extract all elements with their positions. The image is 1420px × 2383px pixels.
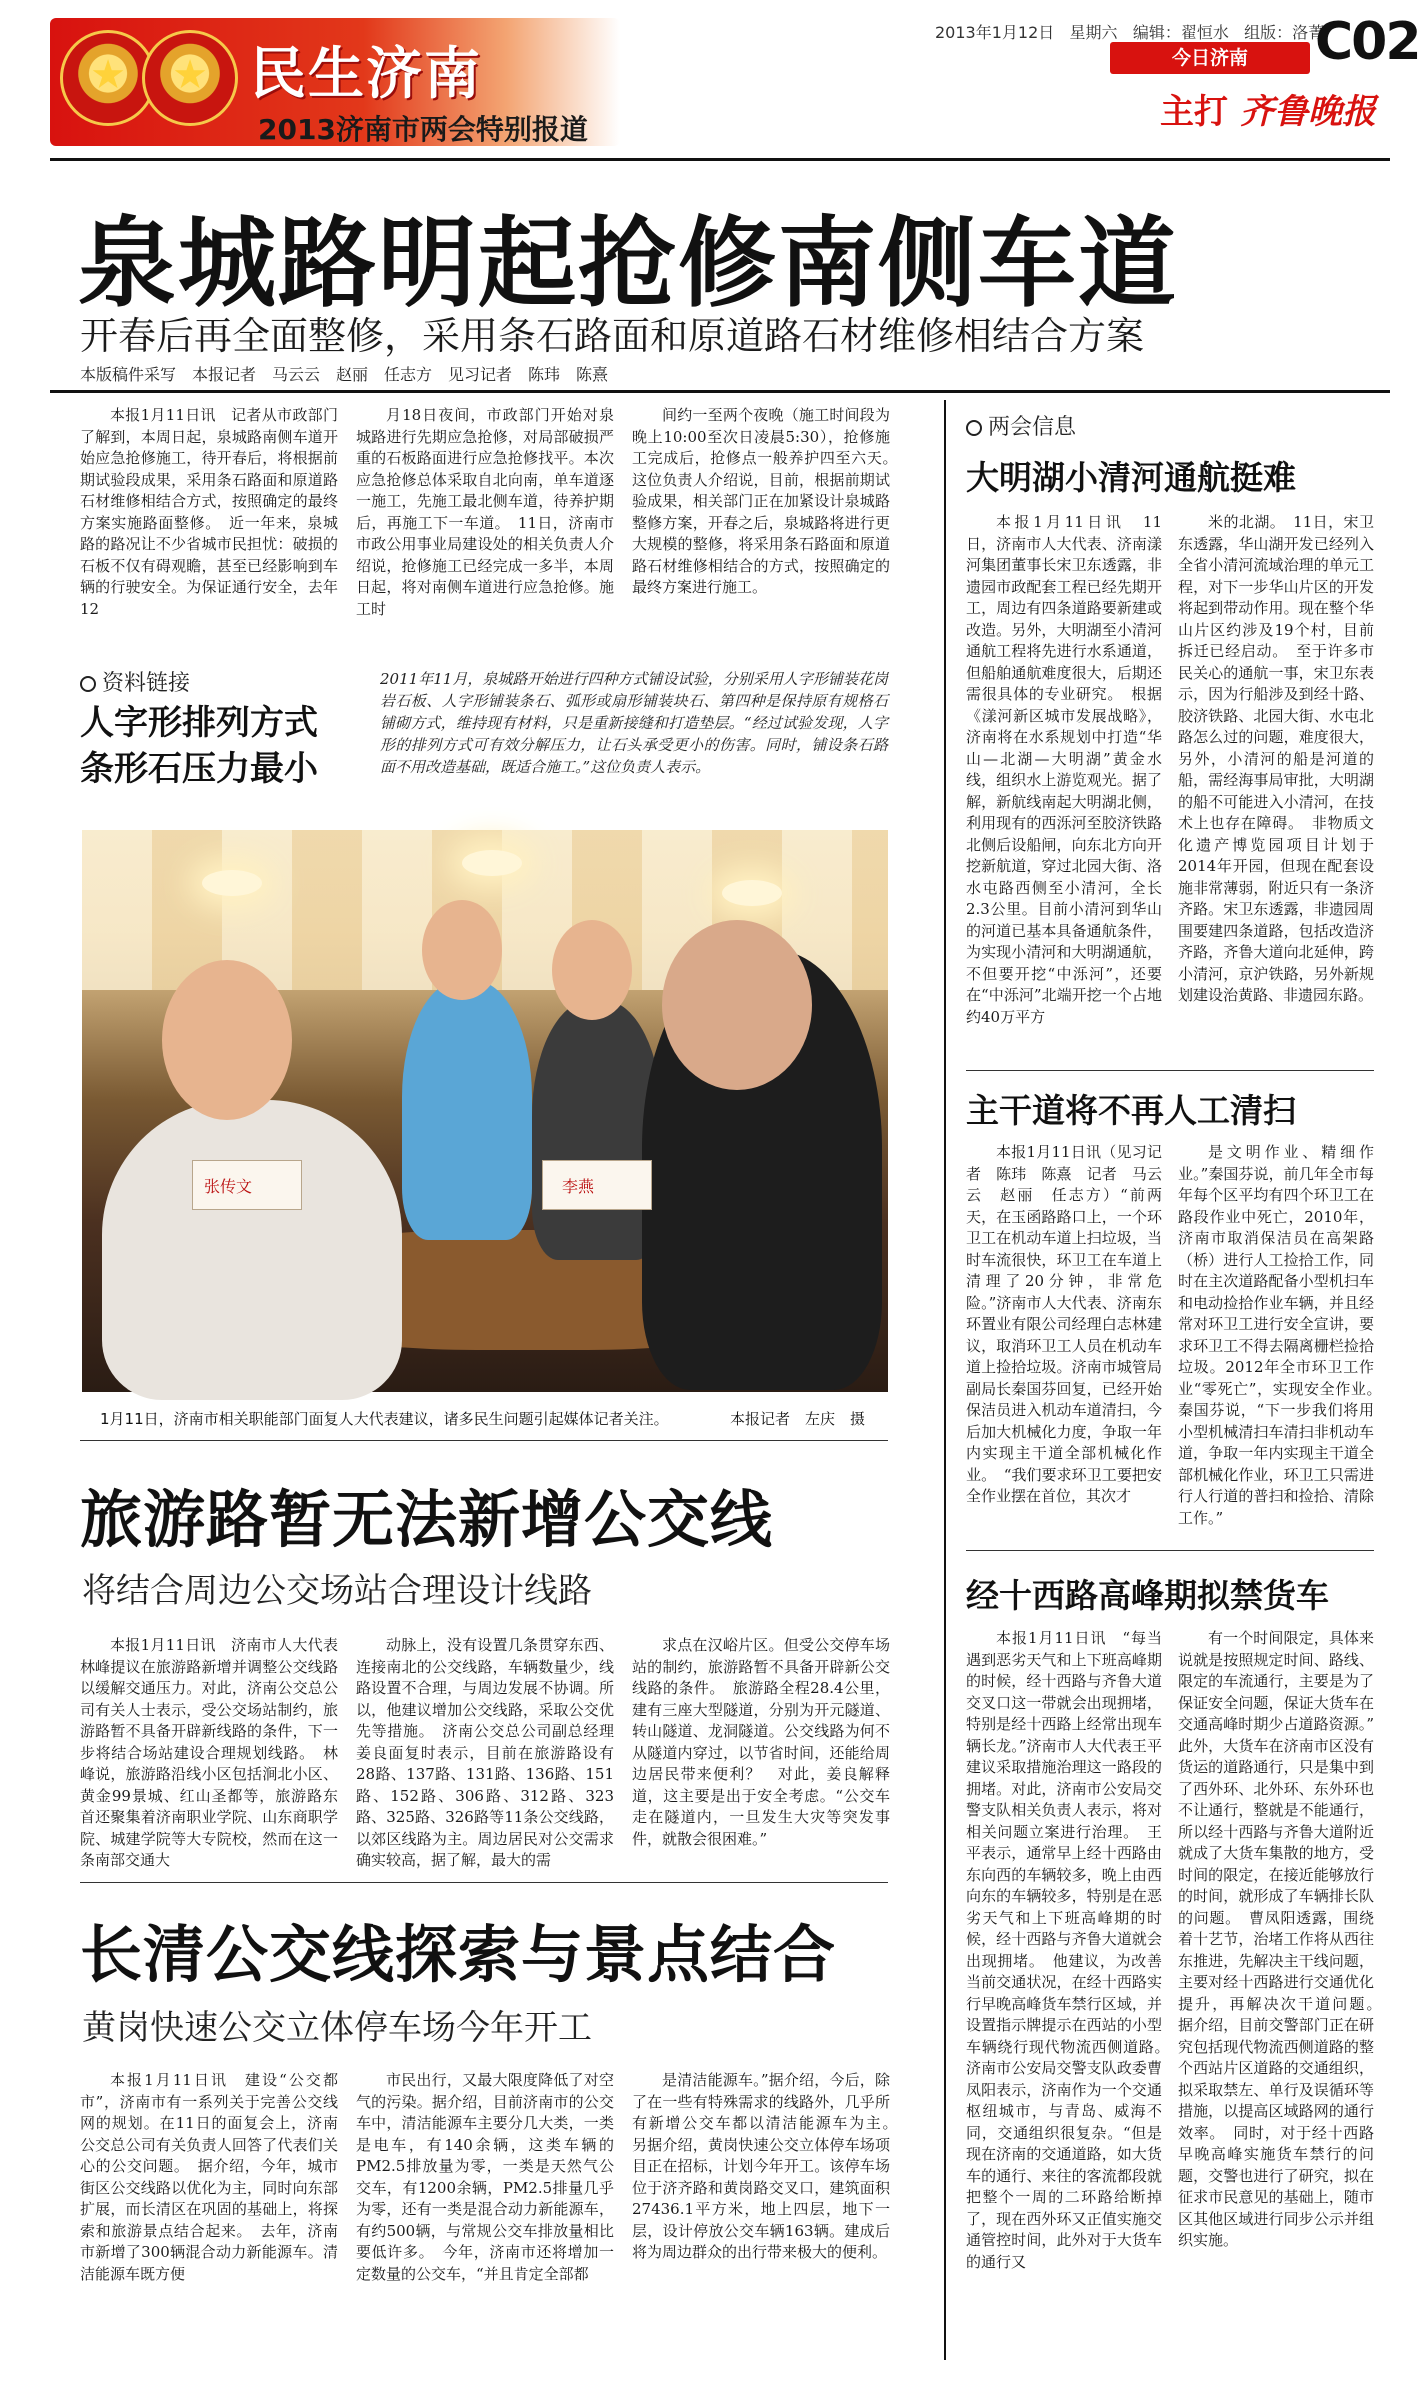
issue-weekday: 星期六 xyxy=(1069,23,1118,42)
circle-bullet-icon xyxy=(80,676,96,692)
issue-date: 2013年1月12日 xyxy=(935,23,1055,42)
section-rule xyxy=(80,1440,888,1441)
tourism-col1: 本报1月11日讯 济南市人大代表林峰提议在旅游路新增并调整公交线路以缓解交通压力。对此，济南公交总公司有关人士表示，受公交场站制约，旅游路暂不具备开辟新线路的条件，下一步将结合场站建设合理规划线路。 林峰说，旅游路沿线小区包括涧北小区、黄金99景城、红山圣都等，旅游路东首还聚集着济南职业学院、山东商职学院、城建学院等大专院校，然而在这一条南部交通大 xyxy=(80,1636,338,1869)
changqing-col2: 市民出行，又最大限度降低了对空气的污染。据介绍，目前济南市的公交车中，清洁能源车主要分几大类，一类是电车，有140余辆，这类车辆的PM2.5排放量为零，一类是天然气公交车，有1200余辆，PM2.5排量几乎为零，还有一类是混合动力新能源车，有约500辆，与常规公交车排放量相比要低许多。 今年，济南市还将增加一定数量的公交车，“并且肯定全部都 xyxy=(356,2071,614,2283)
section-rule xyxy=(966,1550,1374,1551)
photo-head xyxy=(552,920,632,1020)
lead-headline: 泉城路明起抢修南侧车道 xyxy=(78,207,1179,321)
page-header xyxy=(0,0,1420,160)
jingshi-road-col2: 有一个时间限定，具体来说就是按照规定时间、路线、限定的车流通行，主要是为了保证安全问题，保证大货车在交通高峰时期少占道路资源。” 此外，大货车在济南市区没有货运的道路通行，只是集中到了西外环、北外环、东外环也不让通行，整就是不能通行，所以经十西路与齐鲁大道附近就成了大货车集散的地方，受时间的限定，在接近能够放行的时间，就形成了车辆排长队的问题。 曹凤阳透露，围绕着十艺节，治堵工作将从西往东推进，先解决主干线问题，主要对经十西路进行交通优化提升，再解决次干道问题。 据介绍，目前交警部门正在研究包括现代物流西侧道路的整个西站片区道路的交通组织，拟采取禁左、单行及误循环等措施，以提高区域路网的通行效率。 同时，对于经十西路早晚高峰实施货车禁行的问题，交警也进行了研究，拟在征求市民意见的基础上，随市区其他区域进行同步公示并组织实施。 xyxy=(1178,1629,1390,2249)
photo-lamp xyxy=(202,870,262,896)
lead-col1: 本报1月11日讯 记者从市政部门了解到，本周日起，泉城路南侧车道开始应急抢修施工，待开春后，将根据前期试验段成果，采用条石路面和原道路石材维修相结合方式，按照确定的最终方案实施路面整修。 近一年来，泉城路的路况让不少省城市民担忧：破损的石板不仅有碍观瞻，甚至已经影响到车辆的行驶安全。为保证通行安全，去年12 xyxy=(80,406,338,618)
street-cleaning-col1: 本报1月11日讯（见习记者 陈玮 陈熹 记者 马云云 赵丽 任志方）“前两天，在玉函路路口上，一个环卫工在机动车道上扫垃圾，当时车流很快，环卫工在车道上清理了20分钟，非常危险。”济南市人大代表、济南东环置业有限公司经理白志林建议，取消环卫工人员在机动车道上捡拾垃圾。济南市城管局副局长秦国芬回复，已经开始保洁员进入机动车道清扫，今后加大机械化力度，争取一年内实现主干道全部机械化作业。 “我们要求环卫工要把安全作业摆在首位，其次才 xyxy=(966,1143,1162,1505)
photo-name-card-text: 张传文 xyxy=(204,1177,253,1196)
photo-head xyxy=(162,960,292,1120)
photo-name-card xyxy=(542,1160,652,1210)
photo-name-card-text: 李燕 xyxy=(562,1177,595,1196)
data-link-note: 2011年11月，泉城路开始进行四种方式铺设试验，分别采用人字形铺装花岗岩石板、人字形铺装条石、弧形或扇形铺装块石、第四种是保持原有规格石铺砌方式，维持现有材料，只是重新接缝和打造垫层。“经过试验发现，人字形的排列方式可有效分解压力，让石头承受更小的伤害。同时，铺设条石路面不用改造基础，既适合施工。”这位负责人表示。 xyxy=(380,670,888,776)
zhuda-label: 主打 xyxy=(1160,92,1228,132)
cppcc-emblem-icon: ★ xyxy=(142,30,238,126)
section-rule xyxy=(80,1882,888,1883)
lead-byline: 本版稿件采写 本报记者 马云云 赵丽 任志方 见习记者 陈玮 陈熹 xyxy=(80,365,609,384)
data-link-title-line2: 条形石压力最小 xyxy=(80,749,318,789)
issue-meta xyxy=(935,20,1324,43)
tab-today-jinan: 今日济南 xyxy=(1110,42,1310,74)
photo-credit: 本报记者 左庆 摄 xyxy=(730,1410,866,1428)
street-cleaning-col2: 是文明作业、精细作业。”秦国芬说，前几年全市每年每个区平均有四个环卫工在路段作业中死亡，2010年，济南市取消保洁员在高架路（桥）进行人工捡拾工作，同时在主次道路配备小型机扫车和电动捡拾作业车辆，并且经常对环卫工进行安全宣讲，要求环卫工不得去隔离栅栏捡拾垃圾。2012年全市环卫工作业“零死亡”，实现安全作业。 秦国芬说，“下一步我们将用小型机械清扫车清扫非机动车道，争取一年内实现主干道全部机械化作业，环卫工只需进行人行道的普扫和捡拾、清除工作。” xyxy=(1178,1143,1390,1527)
changqing-headline: 长清公交线探索与景点结合 xyxy=(80,1918,837,1991)
photo-delegate-left xyxy=(102,1100,402,1400)
lead-rule xyxy=(50,390,1390,393)
data-link-title-line1: 人字形排列方式 xyxy=(80,703,318,743)
jingshi-road-headline: 经十西路高峰期拟禁货车 xyxy=(966,1576,1329,1615)
tourism-col2: 动脉上，没有设置几条贯穿东西、连接南北的公交线路，车辆数量少，线路设置不合理，与周边发展不协调。所以，他建议增加公交线路，采取公交优先等措施。 济南公交总公司副总经理姜良面复时表示，目前在旅游路设有28路、137路、131路、136路、151路、152路、306路、312路、323路、325路、326路等11条公交线路，以郊区线路为主。周边居民对公交需求确实较高，据了解，最大的需 xyxy=(356,1636,614,1869)
tourism-col3: 求点在汉峪片区。但受公交停车场站的制约，旅游路暂不具备开辟新公交线路的条件。 旅游路全程28.4公里，建有三座大型隧道，分别为开元隧道、转山隧道、龙洞隧道。公交线路为何不从隧道内穿过，以节省时间，还能给周边居民带来便利？ 对此，姜良解释道，这主要是出于安全考虑。“公交车走在隧道内，一旦发生大灾等突发事件，就散会很困难。” xyxy=(632,1636,890,1848)
photo-reporter-blue xyxy=(402,980,532,1240)
lead-col2: 月18日夜间，市政部门开始对泉城路进行先期应急抢修，对局部破损严重的石板路面进行应急抢修找平。本次应急抢修总体采取自北向南，单车道逐一施工，先施工最北侧车道，待养护期后，再施工下一车道。 11日，济南市市政公用事业局建设处的相关负责人介绍说，抢修施工已经完成一多半，本周日起，将对南侧车道进行应急抢修。施工时 xyxy=(356,406,614,618)
daming-lake-col2: 米的北湖。 11日，宋卫东透露，华山湖开发已经列入全省小清河流域治理的单元工程，对下一步华山片区的开发将起到带动作用。现在整个华山片区约涉及19个村，目前拆迁已经启动。 至于许多市民关心的通航一事，宋卫东表示，因为行船涉及到经十路、胶济铁路、北园大街、水屯北路怎么过的问题，难度很大，另外，小清河的船是河道的船，需经海事局审批，大明湖的船不可能进入小清河，在技术上也存在障碍。 非物质文化遗产博览园项目计划于2014年开园，但现在配套设施非常薄弱，附近只有一条济齐路。宋卫东透露，非遗园周围要建四条道路，包括改造济齐路，齐鲁大道向北延伸，跨小清河，京沪铁路，另外新规划建设治黄路、非遗园东路。 xyxy=(1178,513,1374,1004)
jingshi-road-col1: 本报1月11日讯 “每当遇到恶劣天气和上下班高峰期的时候，经十西路与齐鲁大道交叉口这一带就会出现拥堵，特别是经十西路上经常出现车辆长龙。”济南市人大代表王平建议采取措施治理这一路段的拥堵。对此，济南市公安局交警支队相关负责人表示，将对相关问题立案进行治理。 王平表示，通常早上经十西路由东向西的车辆较多，晚上由西向东的车辆较多，特别是在恶劣天气和上下班高峰期的时候，经十西路与齐鲁大道就会出现拥堵。 他建议，为改善当前交通状况，在经十西路实行早晚高峰货车禁行区域，并设置指示牌提示在西站的小型车辆绕行现代物流西侧道路。 济南市公安局交警支队政委曹凤阳表示，济南作为一个交通枢纽城市，与青岛、威海不同，交通组织很复杂。“但是现在济南的交通道路，如大货车的通行、来往的客流都段就把整个一周的二环路给断掉了，现在西外环又正值实施交通管控时间，此外对于大货车的通行又 xyxy=(966,1629,1178,2271)
lead-subheadline: 开春后再全面整修，采用条石路面和原道路石材维修相结合方案 xyxy=(80,314,1145,358)
changqing-subheadline: 黄岗快速公交立体停车场今年开工 xyxy=(82,2008,592,2048)
street-cleaning-headline: 主干道将不再人工清扫 xyxy=(966,1091,1296,1130)
lead-col3: 间约一至两个夜晚（施工时间段为晚上10:00至次日凌晨5:30），抢修施工完成后，抢修点一般养护四至六天。 这位负责人介绍说，目前，根据前期试验成果，相关部门正在加紧设计泉城路整修方案，开春之后，泉城路将进行更大规模的整修，将采用条石路面和原道路石材维修相结合的方式，按照确定的最终方案进行施工。 xyxy=(632,406,906,596)
photo-lamp xyxy=(722,880,782,906)
section-subtitle: 2013济南市两会特别报道 xyxy=(258,113,588,146)
changqing-col3: 是清洁能源车。”据介绍，今后，除了在一些有特殊需求的线路外，几乎所有新增公交车都以清洁能源车为主。 另据介绍，黄岗快速公交立体停车场项目正在招标，计划今年开工。该停车场位于济齐路和黄岗路交叉口，建筑面积27436.1平方米，地上四层，地下一层，设计停放公交车辆163辆。建成后将为周边群众的出行带来极大的便利。 xyxy=(632,2071,906,2261)
news-photo xyxy=(82,830,888,1392)
page-code: C02 xyxy=(1315,12,1420,72)
photo-head xyxy=(422,900,502,1000)
tourism-headline: 旅游路暂无法新增公交线 xyxy=(80,1483,774,1556)
national-emblem-icon: ★ xyxy=(60,30,156,126)
editor-credit: 编辑：翟恒水 xyxy=(1132,23,1229,42)
circle-bullet-icon xyxy=(966,420,982,436)
section-name: 民生济南 xyxy=(250,42,482,107)
photo-head xyxy=(662,920,812,1090)
data-link-label: 资料链接 xyxy=(80,666,190,697)
data-link-title xyxy=(80,700,318,792)
section-rule xyxy=(966,1070,1374,1071)
daming-lake-col1: 本报1月11日讯 11日，济南市人大代表、济南漾河集团董事长宋卫东透露，非遗园市政配套工程已经先期开工，周边有四条道路要新建或改造。另外，大明湖至小清河通航工程将先进行水系通道，但船舶通航难度很大，后期还需很具体的专业研究。 根据《漾河新区城市发展战略》，济南将在水系规划中打造“华山—北湖—大明湖”黄金水线，组织水上游览观光。据了解，新航线南起大明湖北侧，利用现有的西泺河至胶济铁路北侧后设船闸，向东北方向开挖新航道，穿过北园大街、洛水屯路西侧至小清河，全长2.3公里。目前小清河到华山的河道已基本具备通航条件，为实现小清河和大明湖通航，不但要开挖“中泺河”，还要在“中泺河”北端开挖一个占地约40万平方 xyxy=(966,513,1162,1026)
daming-lake-headline: 大明湖小清河通航挺难 xyxy=(966,458,1296,497)
photo-lamp xyxy=(462,850,522,876)
tourism-subheadline: 将结合周边公交场站合理设计线路 xyxy=(82,1571,592,1611)
two-sessions-label: 两会信息 xyxy=(966,410,1076,441)
changqing-col1: 本报1月11日讯 建设“公交都市”，济南市有一系列关于完善公交线网的规划。在11日的面复会上，济南公交总公司有关负责人回答了代表们关心的公交问题。 据介绍，今年，城市街区公交线路以优化为主，同时向东部扩展，而长清区在巩固的基础上，将探索和旅游景点结合起来。 去年，济南市新增了300辆混合动力新能源车。清洁能源车既方便 xyxy=(80,2071,338,2283)
newspaper-logo: 齐鲁晚报 xyxy=(1240,92,1376,132)
column-divider xyxy=(944,400,946,2360)
photo-caption: 1月11日，济南市相关职能部门面复人大代表建议，诸多民生问题引起媒体记者关注。 xyxy=(100,1410,669,1428)
header-rule xyxy=(50,158,1390,161)
layout-credit: 组版：洛菁 xyxy=(1244,23,1325,42)
